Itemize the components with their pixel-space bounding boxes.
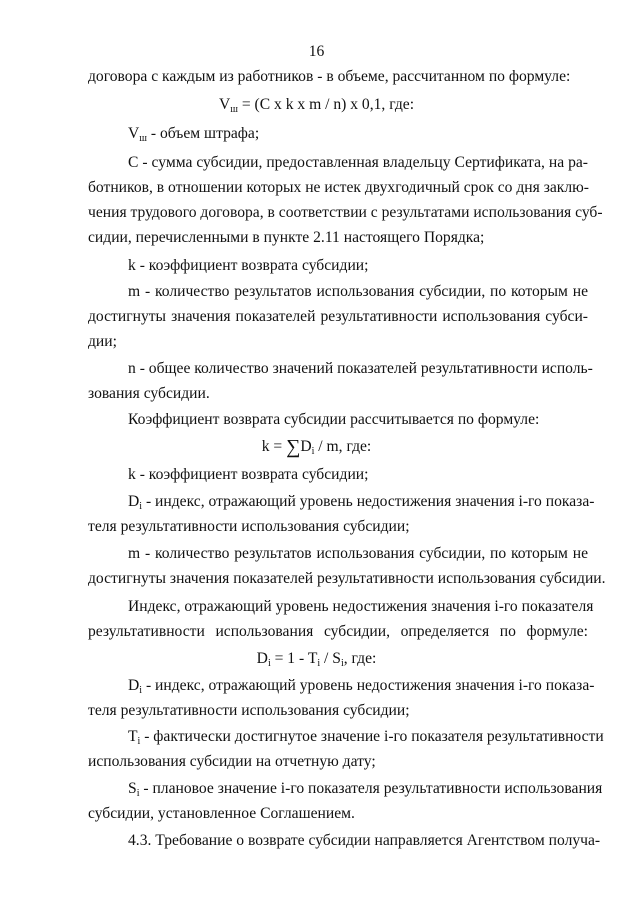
definition-di-2: $D_i$ - индекс, отражающий уровень недостижения значения i-го показа-: [128, 677, 595, 696]
text-line: m - количество результатов использования субсидии, по которым не: [128, 545, 588, 562]
text-line: зования субсидии.: [88, 385, 210, 402]
definition-di: $D_i$ - индекс, отражающий уровень недостижения значения i-го показа-: [128, 493, 595, 512]
text-line: n - общее количество значений показателей результативности исполь-: [128, 360, 593, 377]
definition-si: $S_i$ - плановое значение i-го показателя результативности использования: [128, 780, 603, 799]
text-line: m - количество результатов использования субсидии, по которым не: [128, 283, 588, 300]
text-line: теля результативности использования субсидии;: [88, 702, 410, 719]
text-line: договора с каждым из работников - в объеме, рассчитанном по формуле:: [88, 68, 571, 85]
definition-ti: $T_i$ - фактически достигнутое значение i-го показателя результативности: [128, 728, 604, 747]
text-line: k - коэффициент возврата субсидии;: [128, 466, 369, 483]
formula-penalty: $V_ш = (C$ x k x m / n) x 0,1, где:: [218, 96, 415, 115]
text-line: сидии, перечисленными в пункте 2.11 настоящего Порядка;: [88, 229, 485, 246]
text-line: k - коэффициент возврата субсидии;: [128, 257, 369, 274]
text-line: использования субсидии на отчетную дату;: [88, 753, 376, 770]
text-line: достигнуты значения показателей результативности использования субсидии.: [88, 570, 606, 587]
text-line: 4.3. Требование о возврате субсидии направляется Агентством получа-: [128, 832, 601, 849]
text-line: ботников, в отношении которых не истек двухгодичный срок со дня заклю-: [88, 179, 589, 196]
text-line: дии;: [88, 333, 117, 350]
text-line: теля результативности использования субсидии;: [88, 518, 410, 535]
definition-vsh: $V_ш$ - объем штрафа;: [128, 125, 260, 144]
text-line: С - сумма субсидии, предоставленная владельцу Сертификата, на ра-: [128, 154, 588, 171]
text-line: результативности использования субсидии, определяется по формуле:: [88, 623, 588, 640]
page-number: 16: [308, 43, 325, 60]
text-line: достигнуты значения показателей результативности использования субси-: [88, 308, 588, 325]
text-line: Коэффициент возврата субсидии рассчитывается по формуле:: [128, 411, 540, 428]
formula-index: $D_i = 1 - T_i / S_i$, где:: [256, 650, 377, 669]
formula-coefficient: $k = \sum D_i / m$, где:: [261, 436, 372, 458]
text-line: Индекс, отражающий уровень недостижения значения i-го показателя: [128, 598, 594, 615]
text-line: чения трудового договора, в соответствии с результатами использования суб-: [88, 204, 603, 221]
text-line: субсидии, установленное Соглашением.: [88, 805, 355, 822]
